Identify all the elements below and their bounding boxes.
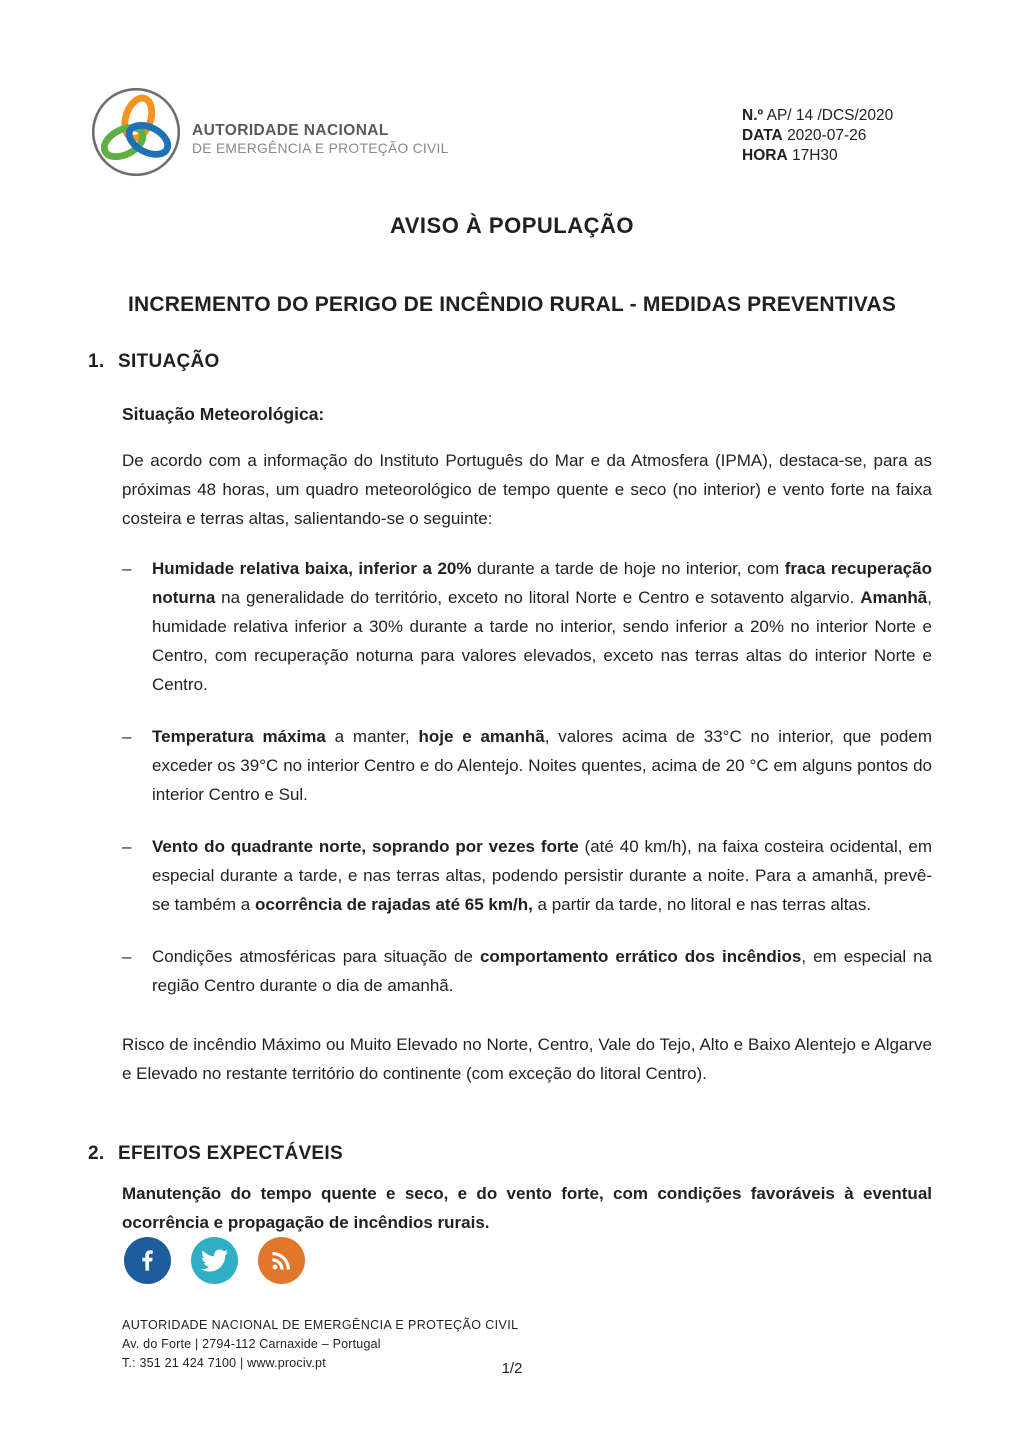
agency-name bbox=[192, 108, 449, 157]
document-subtitle: INCREMENTO DO PERIGO DE INCÊNDIO RURAL - MEDIDAS PREVENTIVAS bbox=[127, 293, 897, 316]
facebook-glyph bbox=[134, 1247, 161, 1274]
bullet-dash: – bbox=[122, 837, 132, 856]
agency-name-line2: DE EMERGÊNCIA E PROTEÇÃO CIVIL bbox=[192, 140, 449, 156]
document-title: AVISO À POPULAÇÃO bbox=[389, 213, 634, 238]
section2-heading bbox=[88, 1142, 932, 1166]
bullet-humidity-text: Humidade relativa baixa, inferior a 20% durante a tarde de hoje no interior, com fraca recuperação noturna na generalidade do território, exceto no litoral Norte e Centro e sotavento algarvio. Amanhã, humidade relativa inferior a 30% durante a tarde no interior, sendo inferior a 20% no interior Norte e Centro, com recuperação noturna para valores elevados, exceto nas terras altas do interior Norte e Centro. bbox=[152, 559, 932, 694]
anepc-logo-icon bbox=[90, 86, 182, 178]
expected-effects-paragraph: Manutenção do tempo quente e seco, e do vento forte, com condições favoráveis à eventual ocorrência e propagação de incêndios rurais. bbox=[122, 1184, 932, 1232]
bullet-wind-text: Vento do quadrante norte, soprando por vezes forte (até 40 km/h), na faixa costeira ocidental, em especial durante a tarde, e nas terras altas, podendo persistir durante a noite. Para a amanhã, prevê-se também a ocorrência de rajadas até 65 km/h, a partir da tarde, no litoral e nas terras altas. bbox=[152, 837, 932, 914]
agency-logo bbox=[90, 86, 449, 178]
twitter-glyph bbox=[201, 1247, 228, 1274]
section2-label: EFEITOS EXPECTÁVEIS bbox=[118, 1143, 343, 1164]
intro-paragraph: De acordo com a informação do Instituto Português do Mar e da Atmosfera (IPMA), destaca-se, para as próximas 48 horas, um quadro meteorológico de tempo quente e seco (no interior) e vento forte na faixa costeira e terras altas, salientando-se o seguinte: bbox=[122, 451, 932, 528]
bullet-temperature bbox=[122, 722, 932, 809]
twitter-icon[interactable] bbox=[191, 1237, 238, 1284]
agency-name-line1: AUTORIDADE NACIONAL bbox=[192, 121, 389, 139]
social-links bbox=[124, 1237, 305, 1284]
doc-date-value: 2020-07-26 bbox=[787, 127, 867, 144]
section2-number: 2. bbox=[88, 1143, 105, 1164]
doc-time-label: HORA bbox=[742, 147, 788, 164]
footer-address: Av. do Forte | 2794-112 Carnaxide – Portugal bbox=[122, 1337, 381, 1351]
bullet-erratic-fire bbox=[122, 942, 932, 1000]
doc-number-value: AP/ 14 /DCS/2020 bbox=[766, 107, 894, 124]
bullet-erratic-fire-text: Condições atmosféricas para situação de comportamento errático dos incêndios, em especial na região Centro durante o dia de amanhã. bbox=[152, 947, 933, 995]
doc-date-row bbox=[742, 126, 893, 146]
facebook-icon[interactable] bbox=[124, 1237, 171, 1284]
bullet-dash: – bbox=[122, 947, 132, 966]
page-number: 1/2 bbox=[501, 1360, 523, 1377]
bullet-dash: – bbox=[122, 727, 132, 746]
rss-icon[interactable] bbox=[258, 1237, 305, 1284]
section1-heading bbox=[88, 350, 932, 374]
bullet-wind bbox=[122, 832, 932, 919]
rss-glyph bbox=[268, 1247, 295, 1274]
doc-number-label: N.º bbox=[742, 107, 764, 124]
doc-date-label: DATA bbox=[742, 127, 783, 144]
meteo-bullet-list bbox=[122, 554, 932, 1000]
footer-phone-web: T.: 351 21 424 7100 | www.prociv.pt bbox=[122, 1356, 326, 1370]
document-body bbox=[88, 350, 932, 1237]
bullet-humidity bbox=[122, 554, 932, 699]
doc-time-value: 17H30 bbox=[791, 147, 838, 164]
bullet-temperature-text: Temperatura máxima a manter, hoje e amanhã, valores acima de 33°C no interior, que podem exceder os 39°C no interior Centro e do Alentejo. Noites quentes, acima de 20 °C em alguns pontos do interior Centro e Sul. bbox=[152, 727, 932, 804]
doc-number-row bbox=[742, 106, 893, 126]
section1-number: 1. bbox=[88, 351, 105, 372]
document-meta bbox=[742, 106, 893, 166]
fire-risk-paragraph: Risco de incêndio Máximo ou Muito Elevado no Norte, Centro, Vale do Tejo, Alto e Baixo Alentejo e Algarve e Elevado no restante território do continente (com exceção do litoral Centro). bbox=[122, 1035, 932, 1083]
section1-label: SITUAÇÃO bbox=[118, 351, 220, 372]
bullet-dash: – bbox=[122, 559, 132, 578]
meteo-subheading: Situação Meteorológica: bbox=[122, 404, 325, 424]
footer-org-name: AUTORIDADE NACIONAL DE EMERGÊNCIA E PROTEÇÃO CIVIL bbox=[122, 1318, 519, 1332]
logo-orange-ring bbox=[120, 95, 156, 142]
doc-time-row bbox=[742, 146, 893, 166]
